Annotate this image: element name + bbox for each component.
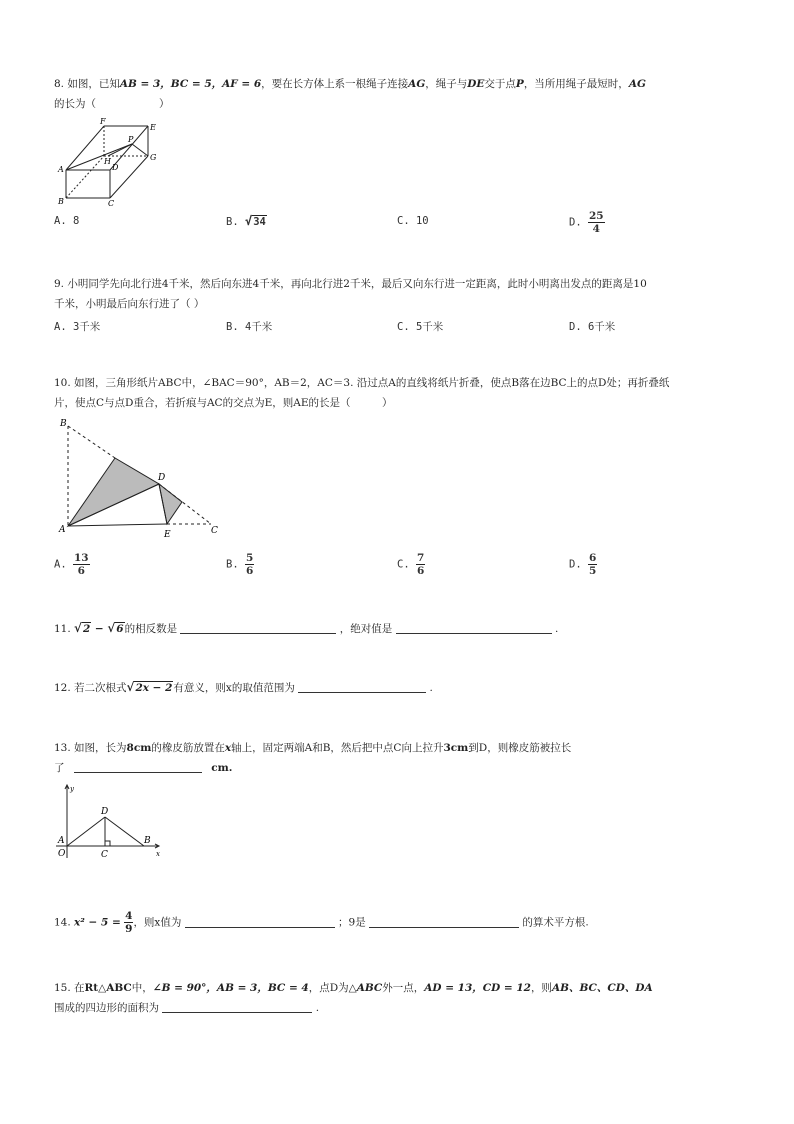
q9-option-b[interactable]: B. 4千米 bbox=[226, 321, 273, 333]
q14-text: 的算术平方根. bbox=[522, 916, 589, 929]
q8-label-b: B bbox=[58, 197, 64, 206]
numerator: 7 bbox=[416, 552, 425, 564]
q13-label-o: O bbox=[58, 849, 66, 859]
q10-number: 10. bbox=[54, 377, 71, 389]
q8-number: 8. bbox=[54, 78, 65, 90]
q15-blank-area[interactable] bbox=[162, 1000, 312, 1013]
q11-expression: √2 − √6 bbox=[74, 621, 124, 635]
q14-text: ，则x值为 bbox=[133, 916, 182, 929]
q9-option-c[interactable]: C. 5千米 bbox=[397, 321, 444, 333]
q14-blank-square[interactable] bbox=[369, 915, 519, 928]
q15-triangle-2: △ABC bbox=[348, 982, 383, 994]
q9-line2: 千米，小明最后向东行进了（ ） bbox=[54, 298, 205, 310]
denominator: 6 bbox=[416, 565, 425, 577]
q13-label-y: y bbox=[70, 785, 74, 793]
q8-label-p: P bbox=[128, 135, 134, 144]
q8-ag: AG bbox=[628, 78, 646, 90]
q14-blank-x[interactable] bbox=[185, 915, 335, 928]
q8-label-c: C bbox=[108, 199, 115, 208]
q13-text: 了 bbox=[54, 762, 65, 774]
question-9 bbox=[54, 274, 744, 314]
q13-unit: cm. bbox=[211, 762, 233, 774]
numerator: 5 bbox=[245, 552, 254, 564]
q11-blank-absolute[interactable] bbox=[396, 621, 552, 634]
q10-option-a-fraction bbox=[73, 552, 90, 577]
q15-sides: AB、BC、CD、DA bbox=[551, 982, 653, 994]
q8-de: DE bbox=[467, 78, 485, 90]
q8-option-d-prefix: D. bbox=[569, 216, 582, 229]
q8-text: 交于点 bbox=[484, 78, 516, 90]
q15-conditions: ∠B = 90°，AB = 3，BC = 4 bbox=[152, 982, 309, 994]
question-12 bbox=[54, 677, 744, 698]
q10-option-c-prefix: C. bbox=[397, 558, 410, 571]
q14-number: 14. bbox=[54, 916, 71, 929]
q8-text: ，绳子与 bbox=[425, 78, 468, 90]
q8-line2: 的长为（ ） bbox=[54, 98, 170, 110]
q12-radical: √2x − 2 bbox=[126, 680, 173, 694]
q9-number: 9. bbox=[54, 278, 65, 290]
question-11 bbox=[54, 618, 744, 639]
q8-given: AB = 3，BC = 5，AF = 6 bbox=[119, 78, 262, 90]
q8-option-a[interactable]: A. 8 bbox=[54, 215, 80, 227]
denominator: 6 bbox=[245, 565, 254, 577]
q12-number: 12. bbox=[54, 682, 71, 694]
q11-blank-opposite[interactable] bbox=[180, 621, 336, 634]
q8-option-d[interactable] bbox=[569, 210, 605, 235]
q10-label-e: E bbox=[164, 530, 171, 540]
q14-text: ；9是 bbox=[338, 916, 366, 929]
q8-option-d-fraction bbox=[588, 210, 605, 235]
q13-number: 13. bbox=[54, 742, 71, 754]
q13-text: 轴上，固定两端A和B，然后把中点C向上拉升 bbox=[231, 742, 444, 754]
q15-triangle: Rt△ABC bbox=[84, 982, 132, 994]
q10-triangle-figure bbox=[55, 414, 225, 544]
q8-label-f: F bbox=[100, 118, 106, 126]
q8-label-a: A bbox=[58, 165, 64, 174]
q8-label-d: D bbox=[112, 163, 119, 172]
q8-option-b-prefix: B. bbox=[226, 216, 239, 228]
q12-radicand: 2x − 2 bbox=[135, 682, 173, 694]
question-10 bbox=[54, 373, 744, 413]
q10-option-d[interactable] bbox=[569, 552, 597, 577]
q13-raise: 3cm bbox=[443, 742, 469, 754]
denominator: 4 bbox=[592, 223, 600, 235]
q15-text: 中， bbox=[131, 982, 153, 994]
q8-ag: AG bbox=[408, 78, 426, 90]
q13-x: x bbox=[224, 742, 232, 754]
q8-label-g: G bbox=[150, 153, 157, 162]
q13-label-a: A bbox=[58, 836, 65, 846]
q11-minus: − bbox=[94, 623, 104, 635]
q9-line1 bbox=[54, 274, 744, 294]
q13-label-b: B bbox=[144, 836, 151, 846]
q8-option-b[interactable]: B. √34 bbox=[226, 214, 266, 228]
q10-line1 bbox=[54, 373, 744, 393]
denominator: 9 bbox=[125, 923, 133, 935]
denominator: 5 bbox=[588, 565, 597, 577]
q14-equation-left: x² − 5 = bbox=[74, 916, 121, 929]
q10-option-b-prefix: B. bbox=[226, 558, 239, 571]
numerator: 4 bbox=[125, 910, 133, 922]
question-13 bbox=[54, 738, 744, 778]
denominator: 6 bbox=[77, 565, 85, 577]
q10-option-a-prefix: A. bbox=[54, 558, 67, 571]
q15-conditions-2: AD = 13，CD = 12 bbox=[424, 982, 531, 994]
q12-blank-range[interactable] bbox=[298, 680, 426, 693]
q13-label-x: x bbox=[156, 850, 160, 858]
q10-option-b-fraction bbox=[245, 552, 254, 577]
q13-label-d: D bbox=[101, 807, 109, 817]
q10-label-a: A bbox=[59, 525, 66, 535]
q13-text: 到D，则橡皮筋被拉长 bbox=[468, 742, 572, 754]
q8-label-e: E bbox=[150, 123, 156, 132]
q10-text: 如图，三角形纸片ABC中，∠BAC＝90°，AB＝2，AC＝3. 沿过点A的直线将纸片折叠，使点B落在边BC上的点D处；再折叠纸 bbox=[74, 377, 670, 389]
numerator: 25 bbox=[588, 210, 604, 222]
q8-text: ，当所用绳子最短时， bbox=[523, 78, 629, 90]
q10-option-c[interactable] bbox=[397, 552, 425, 577]
q10-option-b[interactable] bbox=[226, 552, 254, 577]
q11-text: 的相反数是 bbox=[124, 623, 178, 635]
q10-label-d: D bbox=[158, 473, 166, 483]
q8-option-c[interactable]: C. 10 bbox=[397, 215, 429, 227]
q12-period: . bbox=[429, 682, 433, 694]
q15-text: 外一点， bbox=[382, 982, 425, 994]
q12-text: 若二次根式 bbox=[74, 682, 127, 694]
q9-option-d[interactable]: D. 6千米 bbox=[569, 321, 616, 333]
q13-blank-stretch[interactable] bbox=[74, 760, 202, 773]
q13-label-c: C bbox=[101, 850, 108, 860]
numerator: 6 bbox=[588, 552, 597, 564]
q15-text: 围成的四边形的面积为 bbox=[54, 1002, 159, 1014]
q10-option-c-fraction bbox=[416, 552, 425, 577]
q9-text: 小明同学先向北行进4千米，然后向东进4千米，再向北行进2千米，最后又向东行进一定距离，此时小明离出发点的距离是10 bbox=[67, 278, 647, 290]
question-15 bbox=[54, 978, 744, 1018]
q10-option-d-fraction bbox=[588, 552, 597, 577]
numerator: 13 bbox=[73, 552, 89, 564]
q8-text: 如图，已知 bbox=[67, 78, 120, 90]
q15-text: 在 bbox=[74, 982, 85, 994]
q8-text: ，要在长方体上系一根绳子连接 bbox=[261, 78, 409, 90]
q10-label-b: B bbox=[60, 419, 67, 429]
q11-text: ，绝对值是 bbox=[339, 623, 393, 635]
q13-length: 8cm bbox=[126, 742, 152, 754]
q10-line2: 片，使点C与点D重合，若折痕与AC的交点为E，则AE的长是（ ） bbox=[54, 397, 393, 409]
q15-number: 15. bbox=[54, 982, 71, 994]
q11-radicand-1: 2 bbox=[82, 623, 91, 635]
q15-text: ，点D为 bbox=[308, 982, 349, 994]
q13-text: 如图，长为 bbox=[74, 742, 127, 754]
q10-option-a[interactable] bbox=[54, 552, 90, 577]
q8-p: P bbox=[515, 78, 524, 90]
q13-axis-figure bbox=[52, 780, 167, 862]
q15-text: ，则 bbox=[530, 982, 552, 994]
q10-option-d-prefix: D. bbox=[569, 558, 582, 571]
q8-cuboid-figure bbox=[52, 118, 172, 208]
q12-text: 有意义，则x的取值范围为 bbox=[173, 682, 295, 694]
q11-radicand-2: 6 bbox=[116, 623, 124, 635]
q8-label-h: H bbox=[104, 157, 111, 166]
q8-option-b-radicand: 34 bbox=[253, 216, 266, 228]
question-14 bbox=[54, 910, 744, 935]
q15-period: . bbox=[315, 1002, 320, 1014]
q8-line1 bbox=[54, 74, 744, 94]
question-8 bbox=[54, 74, 744, 114]
q11-number: 11. bbox=[54, 623, 71, 635]
q9-option-a[interactable]: A. 3千米 bbox=[54, 321, 101, 333]
q10-label-c: C bbox=[211, 526, 218, 536]
q11-period: . bbox=[554, 623, 559, 635]
q13-text: 的橡皮筋放置在 bbox=[151, 742, 225, 754]
